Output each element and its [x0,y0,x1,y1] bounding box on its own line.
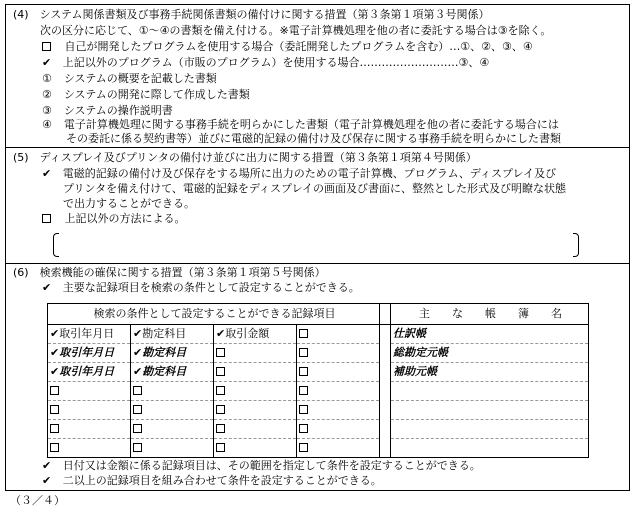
checkbox-unchecked[interactable] [216,348,225,357]
book-name: 補助元帳 [391,363,589,382]
table-row [48,401,589,420]
checkbox-checked[interactable]: ✔ [42,281,52,294]
bracket-left [53,233,59,257]
table-row: ✔取引年月日 ✔勘定科目 ✔取引金額 仕訳帳 [48,325,589,344]
section6-option-range: ✔ 日付又は金額に係る記録項目は、その範囲を指定して条件を設定することができる。 [42,459,481,472]
table-row [48,382,589,401]
checkbox-unchecked[interactable] [42,214,51,223]
document-item-2: ② システムの開発に際して作成した書類 [42,88,250,101]
section4-option-commercial: ✔ 上記以外のプログラム（市販のプログラム）を使用する場合………………………③、④ [42,56,490,69]
section4-option-self-developed: 自己が開発したプログラムを使用する場合（委託開発したプログラムを含む）…①、②、③、④ [42,40,533,54]
checkbox-unchecked[interactable] [299,348,308,357]
checkbox-unchecked[interactable] [42,42,51,51]
table-row [48,439,589,458]
section5-option-display: ✔ 電磁的記録の備付け及び保存をする場所に出力のための電子計算機、プログラム、ディスプレイ及び [42,167,557,180]
checkbox-unchecked[interactable] [299,329,308,338]
section-divider [5,147,630,148]
section5-option-other: 上記以外の方法による。 [42,212,186,226]
section-divider [5,263,630,264]
checkbox-unchecked[interactable] [299,367,308,376]
page-number: （３／４） [10,494,65,507]
document-item-4-cont: その委託に係る契約書等）並びに電磁的記録の備付け及び保存に関する事務手続を明らかにした書類 [66,132,561,145]
document-item-3: ③ システムの操作説明書 [42,104,173,117]
section6-option-combine: ✔ 二以上の記録項目を組み合わせて条件を設定することができる。 [42,474,382,487]
checkbox-checked[interactable]: ✔ [42,474,52,487]
checkbox-checked[interactable]: ✔ [42,459,52,472]
checkbox-unchecked[interactable] [216,367,225,376]
document-item-4: ④ 電子計算機処理に関する事務手続を明らかにした書類（電子計算機処理を他の者に委託する場合には [42,118,559,131]
checkbox-checked[interactable]: ✔ [42,167,52,180]
book-name: 総勘定元帳 [391,344,589,363]
section5-option-display-cont: で出力することができる。 [63,197,195,210]
section5-option-display-cont: プリンタを備え付けて、電磁的記録をディスプレイの画面及び書面に、整然とした形式及び明瞭な状態 [63,182,567,195]
section6-option-main-items: ✔ 主要な記録項目を検索の条件として設定することができる。 [42,281,360,294]
table-row: ✔取引年月日 ✔勘定科目 補助元帳 [48,363,589,382]
section6-title: (6) 検索機能の確保に関する措置（第３条第１項第５号関係） [13,266,326,279]
table-row: ✔取引年月日 ✔勘定科目 総勘定元帳 [48,344,589,363]
document-item-1: ① システムの概要を記載した書類 [42,72,217,85]
section5-title: (5) ディスプレイ及びプリンタの備付け並びに出力に関する措置（第３条第１項第４号関係） [13,151,477,164]
checkbox-checked[interactable]: ✔ [42,56,52,69]
search-items-table [47,303,589,458]
section4-title: (4) システム関係書類及び事務手続関係書類の備付けに関する措置（第３条第１項第３号関係） [13,8,490,21]
header-items: 検索の条件として設定することができる記録項目 [48,304,380,325]
section4-intro: 次の区分に応じて、①～④の書類を備え付ける。※電子計算機処理を他の者に委託する場合は③を除く。 [40,24,552,37]
bracket-right [573,233,579,257]
book-name: 仕訳帳 [391,325,589,344]
table-row [48,420,589,439]
header-book: 主 な 帳 簿 名 [391,304,589,325]
